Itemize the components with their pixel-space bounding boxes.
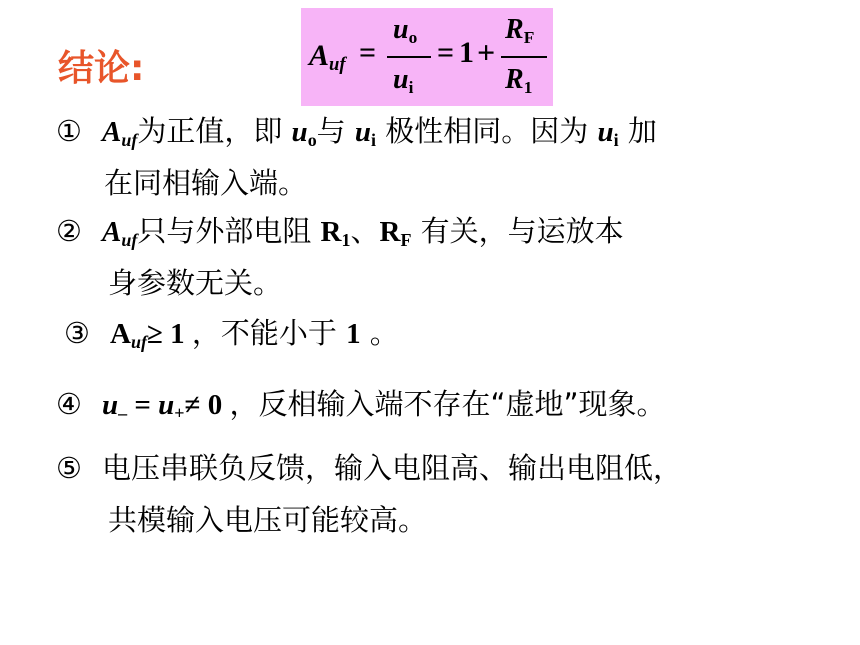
item-text-segment: 电压串联负反馈，输入电阻高、输出电阻低， bbox=[102, 451, 683, 485]
item-number: ⑤ bbox=[56, 451, 82, 485]
conclusion-title: 结论: bbox=[58, 48, 145, 89]
item-text-segment: ，反相输入端不存在“虚地”现象。 bbox=[229, 387, 666, 421]
item-text-segment: o bbox=[307, 130, 317, 151]
formula-one: 1 bbox=[459, 36, 474, 69]
item-text-segment: u bbox=[354, 116, 372, 148]
item-text-segment: A bbox=[110, 318, 131, 350]
item-text-segment: 1 bbox=[346, 318, 361, 350]
conclusion-item-1 bbox=[56, 114, 657, 152]
item-text-segment: R bbox=[320, 216, 342, 248]
item-text-segment: = bbox=[127, 389, 159, 421]
item-number: ③ bbox=[64, 316, 90, 350]
formula-lhs: Auf bbox=[309, 39, 346, 76]
item-number: ② bbox=[56, 214, 82, 248]
gain-formula bbox=[301, 8, 553, 106]
item-text-segment: u bbox=[597, 116, 614, 148]
item-text-segment: 加 bbox=[618, 114, 657, 148]
conclusion-item-5-continuation: 共模输入电压可能较高。 bbox=[108, 503, 428, 537]
item-text-segment: i bbox=[613, 130, 619, 151]
item-text-segment: A bbox=[102, 116, 122, 148]
formula-fraction-u: uo ui bbox=[387, 12, 431, 102]
formula-equals-1: = bbox=[359, 36, 377, 69]
item-text-segment: – bbox=[118, 403, 128, 424]
conclusion-item-3 bbox=[64, 316, 399, 354]
item-text-segment: ≥ 1 bbox=[146, 318, 192, 350]
formula-equals-2: = bbox=[437, 36, 455, 69]
item-text-segment: ，不能小于 bbox=[191, 316, 347, 350]
conclusion-item-2-continuation: 身参数无关。 bbox=[108, 266, 283, 300]
item-text-segment: u bbox=[291, 116, 308, 148]
conclusion-item-1-continuation: 在同相输入端。 bbox=[104, 166, 308, 200]
item-text-segment: uf bbox=[130, 332, 147, 353]
item-text-segment: uf bbox=[121, 130, 138, 151]
item-text-segment: 极性相同。因为 bbox=[376, 114, 598, 148]
formula-fraction-r: RF R1 bbox=[501, 12, 547, 102]
item-number: ④ bbox=[56, 387, 82, 421]
item-text-segment: u bbox=[102, 389, 119, 421]
item-text-segment: ≠ 0 bbox=[184, 389, 230, 421]
conclusion-item-4 bbox=[56, 387, 666, 425]
item-text-segment: 有关，与运放本 bbox=[411, 214, 624, 248]
item-text-segment: 。 bbox=[360, 316, 399, 350]
item-text-segment: + bbox=[174, 403, 185, 424]
item-text-segment: 为正值，即 bbox=[137, 114, 292, 148]
formula-plus: + bbox=[477, 34, 496, 70]
conclusion-item-5 bbox=[56, 451, 682, 485]
conclusion-item-2 bbox=[56, 214, 624, 252]
item-text-segment: 1 bbox=[341, 230, 351, 251]
item-text-segment: R bbox=[379, 216, 401, 248]
item-text-segment: 只与外部电阻 bbox=[137, 214, 321, 248]
item-number: ① bbox=[56, 114, 82, 148]
item-text-segment: A bbox=[102, 216, 122, 248]
item-text-segment: u bbox=[158, 389, 175, 421]
item-text-segment: i bbox=[371, 130, 377, 151]
item-text-segment: 与 bbox=[316, 114, 355, 148]
item-text-segment: 、 bbox=[350, 214, 380, 248]
item-text-segment: uf bbox=[121, 230, 138, 251]
item-text-segment: F bbox=[400, 230, 412, 251]
